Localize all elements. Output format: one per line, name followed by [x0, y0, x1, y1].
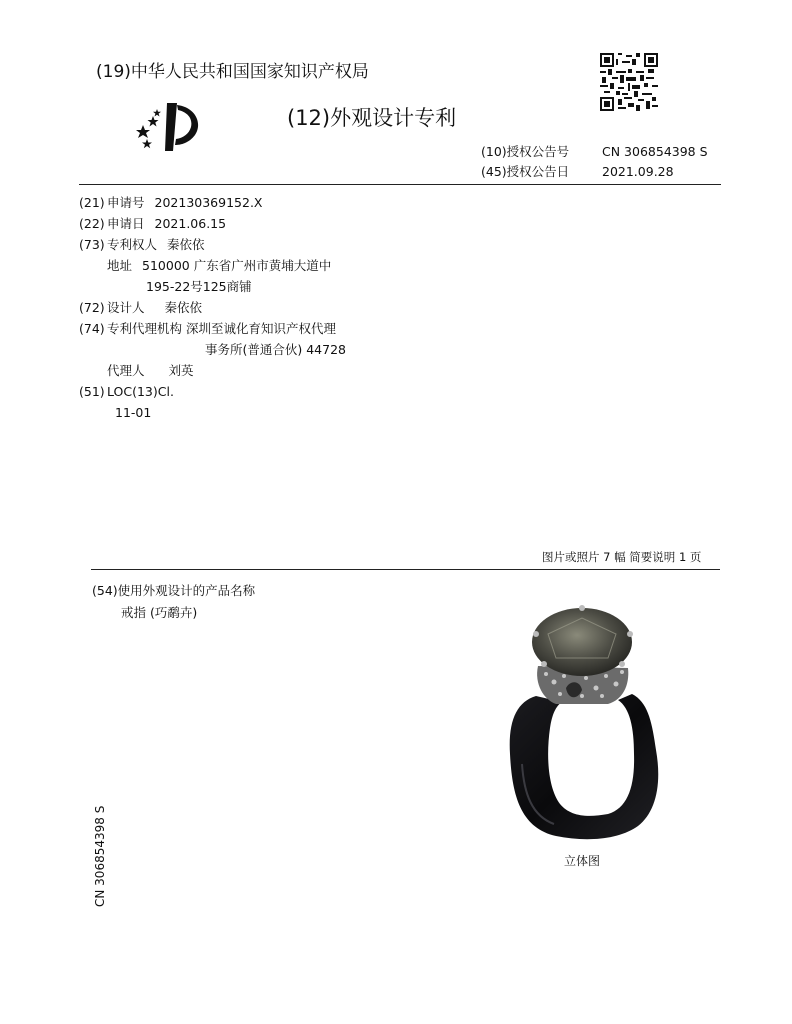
- application-date-label: 申请日: [107, 216, 145, 231]
- application-number-label: 申请号: [107, 195, 145, 210]
- field-code: (74): [79, 321, 105, 336]
- designer-name: 秦依依: [164, 300, 203, 315]
- bibliographic-data: [79, 192, 346, 423]
- field-code: (51): [79, 384, 105, 399]
- figure-caption: 立体图: [564, 854, 601, 868]
- application-date: 2021.06.15: [154, 216, 227, 231]
- ring-photo: [496, 604, 668, 848]
- field-code: (22): [79, 216, 105, 231]
- application-number-row: [79, 192, 346, 213]
- address-label: 地址: [107, 258, 133, 273]
- address-line-1: 510000 广东省广州市黄埔大道中: [142, 258, 332, 273]
- loc-classification-row: [79, 381, 346, 402]
- agent-label: 代理人: [107, 363, 145, 378]
- loc-classification-label: LOC(13)Cl.: [107, 384, 174, 399]
- patentee-label: 专利权人: [107, 237, 158, 252]
- loc-classification-value-row: [79, 402, 346, 423]
- publication-date-row: [481, 162, 708, 182]
- product-name-label: (54)使用外观设计的产品名称: [92, 583, 256, 598]
- designer-label: 设计人: [107, 300, 145, 315]
- address-row-2: [79, 276, 346, 297]
- section-divider: [91, 569, 720, 570]
- agency-row-2: [79, 339, 346, 360]
- cnipa-emblem-icon: [133, 101, 205, 153]
- publication-number-label: (10)授权公告号: [481, 144, 570, 159]
- address-line-2: 195-22号125商铺: [146, 279, 252, 294]
- field-code: (73): [79, 237, 105, 252]
- designer-row: [79, 297, 346, 318]
- publication-date-label: (45)授权公告日: [481, 164, 570, 179]
- publication-info: [481, 142, 708, 182]
- publication-number-row: [481, 142, 708, 162]
- application-number: 202130369152.X: [154, 195, 263, 210]
- agency-line-2: 事务所(普通合伙) 44728: [205, 342, 346, 357]
- agency-label: 专利代理机构: [107, 321, 183, 336]
- publication-number: CN 306854398 S: [602, 144, 708, 159]
- agency-line-1: 深圳至诚化育知识产权代理: [186, 321, 337, 336]
- side-publication-number: CN 306854398 S: [93, 805, 107, 907]
- publication-date: 2021.09.28: [602, 164, 674, 179]
- application-date-row: [79, 213, 346, 234]
- product-name: 戒指 (巧鹬卉): [121, 605, 198, 620]
- loc-classification-value: 11-01: [115, 405, 152, 420]
- qr-code-icon[interactable]: [600, 53, 658, 111]
- header-divider: [79, 184, 721, 185]
- field-code: (21): [79, 195, 105, 210]
- address-row: [79, 255, 346, 276]
- document-type: (12)外观设计专利: [287, 106, 457, 130]
- office-name: (19)中华人民共和国国家知识产权局: [96, 62, 369, 82]
- image-and-description-counts: 图片或照片 7 幅 简要说明 1 页: [542, 550, 702, 564]
- agency-row: [79, 318, 346, 339]
- field-code: (72): [79, 300, 105, 315]
- agent-name: 刘英: [168, 363, 194, 378]
- patentee-row: [79, 234, 346, 255]
- agent-row: [79, 360, 346, 381]
- patentee-name: 秦依依: [167, 237, 205, 252]
